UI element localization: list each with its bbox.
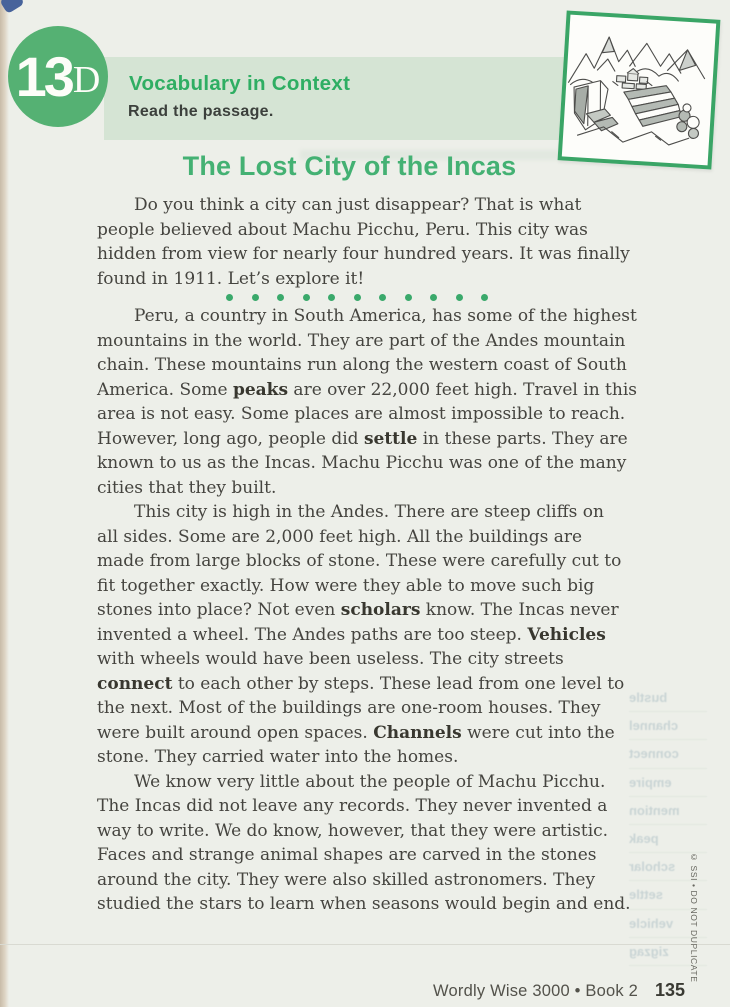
copyright-side-note: © SSI • DO NOT DUPLICATE	[689, 852, 699, 983]
passage-line: mountains in the world. They are part of the Andes mountain	[97, 330, 626, 351]
bleedthrough-word: zigzag	[629, 938, 707, 966]
passage-body	[97, 193, 637, 917]
passage-line: studied the stars to learn when seasons would begin and end.	[97, 894, 631, 914]
divider-dot	[430, 294, 437, 301]
book-page-edge	[0, 0, 9, 1007]
book-title: Wordly Wise 3000 • Book 2	[433, 982, 638, 1000]
passage-line: Peru, a country in South America, has some of the highest	[134, 306, 637, 326]
divider-dot	[481, 294, 488, 301]
machu-picchu-illustration	[558, 10, 721, 169]
passage-line: We know very little about the people of Machu Picchu.	[134, 771, 606, 792]
lesson-number: 13	[15, 44, 72, 108]
divider-dot	[277, 294, 284, 301]
passage-line: The Incas did not leave any records. They never invented a	[97, 796, 608, 816]
passage-line: cities that they built.	[97, 477, 277, 498]
lesson-number-badge	[8, 26, 108, 127]
page-footer	[433, 980, 685, 1001]
bleedthrough-word: scholar	[629, 853, 707, 881]
bleedthrough-word: empire	[629, 769, 707, 797]
passage-line: the next. Most of the buildings are one-room houses. They	[97, 698, 601, 718]
passage-line: people believed about Machu Picchu, Peru. This city was	[97, 219, 588, 240]
bleedthrough-word: settle	[629, 881, 707, 909]
passage-line: made from large blocks of stone. These were carefully cut to	[97, 551, 622, 571]
passage-line: However, long ago, people did settle in these parts. They are	[97, 428, 628, 449]
passage-line: chain. These mountains run along the western coast of South	[97, 355, 627, 375]
passage-line: found in 1911. Let’s explore it!	[97, 268, 365, 289]
bleedthrough-word: mention	[629, 797, 707, 825]
bleedthrough-word: connect	[629, 740, 707, 768]
passage-line: Faces and strange animal shapes are carved in the stones	[97, 845, 597, 865]
passage-line: This city is high in the Andes. There are steep cliffs on	[134, 502, 604, 522]
lesson-header-banner	[104, 57, 576, 140]
section-instruction: Read the passage.	[128, 103, 274, 120]
passage-line: fit together exactly. How were they able to move such big	[97, 575, 595, 596]
passage-line: America. Some peaks are over 22,000 feet high. Travel in this	[97, 379, 637, 400]
mountain-ruins-drawing	[562, 15, 716, 166]
divider-dot	[226, 294, 233, 301]
passage-line: were built around open spaces. Channels were cut into the	[97, 722, 615, 743]
divider-dot	[405, 294, 412, 301]
bleedthrough-word: peak	[629, 825, 707, 853]
passage-line: around the city. They were also skilled astronomers. They	[97, 869, 596, 890]
lesson-letter: D	[72, 58, 101, 101]
passage-line: connect to each other by steps. These lead from one level to	[97, 673, 625, 694]
passage-line: known to us as the Incas. Machu Picchu was one of the many	[97, 453, 627, 473]
section-title: Vocabulary in Context	[129, 72, 351, 95]
divider-dot	[456, 294, 463, 301]
dots-divider	[97, 291, 617, 304]
divider-dot	[354, 294, 361, 301]
divider-dot	[252, 294, 259, 301]
divider-dot	[379, 294, 386, 301]
divider-dot	[303, 294, 310, 301]
passage-line: stone. They carried water into the homes.	[97, 747, 459, 767]
bleedthrough-word: channel	[629, 712, 707, 740]
passage-line: area is not easy. Some places are almost impossible to reach.	[97, 404, 626, 424]
passage-line: Do you think a city can just disappear? That is what	[134, 195, 582, 215]
passage-line: stones into place? Not even scholars know. The Incas never	[97, 600, 619, 620]
passage-line: hidden from view for nearly four hundred years. It was finally	[97, 244, 630, 264]
bleedthrough-word: vehicle	[629, 910, 707, 938]
bleedthrough-word: bustle	[629, 684, 707, 712]
passage-line: invented a wheel. The Andes paths are too steep. Vehicles	[97, 624, 606, 645]
passage-line: with wheels would have been useless. The city streets	[97, 649, 564, 669]
scan-fold-line	[0, 944, 730, 945]
passage-line: all sides. Some are 2,000 feet high. All the buildings are	[97, 526, 583, 547]
divider-dot	[328, 294, 335, 301]
page-number: 135	[654, 980, 685, 1000]
passage-title: The Lost City of the Incas	[182, 151, 517, 181]
passage-line: way to write. We do know, however, that they were artistic.	[97, 820, 609, 841]
